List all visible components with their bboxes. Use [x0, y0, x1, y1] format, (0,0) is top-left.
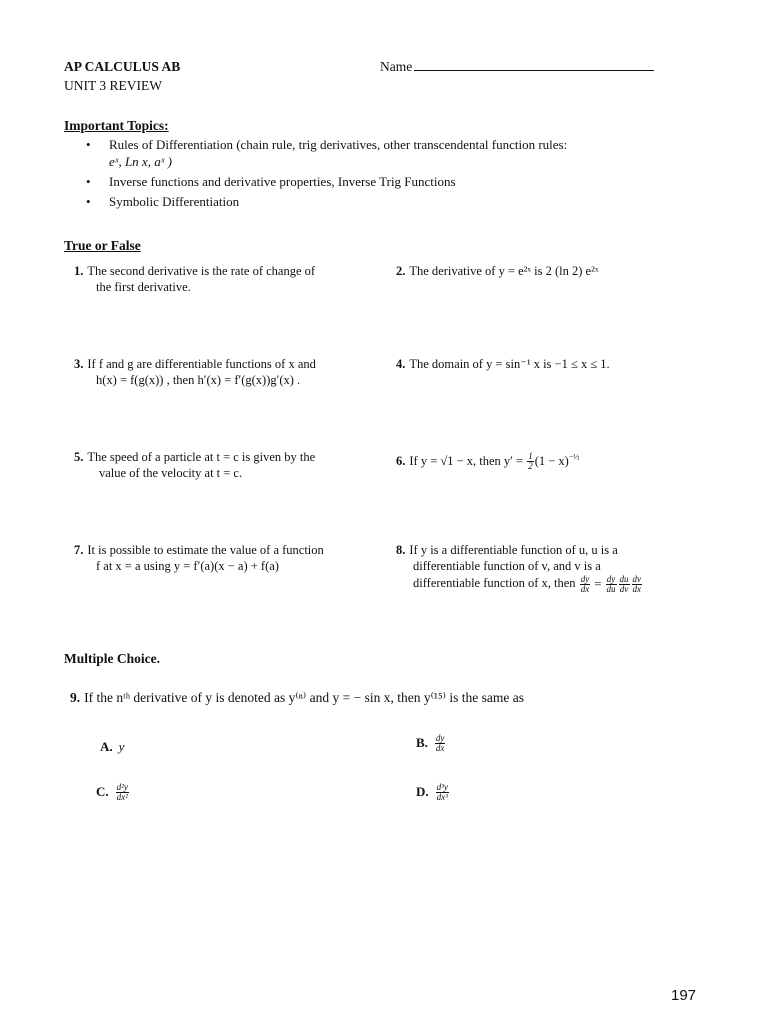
page-number: 197	[671, 987, 697, 1004]
topic-item-text: eˣ, Ln x, aˣ )	[109, 153, 172, 169]
question-2	[396, 263, 726, 279]
question-text: It is possible to estimate the value of a function	[87, 543, 324, 557]
fraction-denominator: dx²	[116, 792, 128, 803]
topics-list	[64, 137, 714, 214]
question-text: the first derivative.	[96, 280, 191, 295]
question-text: If y = √1 − x, then y′ =	[409, 453, 524, 468]
choice-letter: B.	[416, 734, 428, 750]
true-false-heading: True or False	[64, 238, 141, 253]
question-number: 4.	[396, 357, 406, 371]
fraction-denominator: dx	[632, 583, 641, 594]
fraction-denominator: dx	[580, 583, 590, 594]
topic-item-text: Symbolic Differentiation	[109, 193, 240, 209]
fraction-denominator: dx	[435, 743, 445, 754]
topics-heading: Important Topics:	[64, 118, 169, 133]
question-text: The speed of a particle at t = c is given by the	[87, 450, 316, 464]
fraction-dy-du	[606, 575, 617, 595]
fraction-numerator: dy	[606, 573, 616, 584]
choice-letter: D.	[416, 783, 429, 799]
choice-fraction	[435, 734, 446, 754]
question-text: differentiable function of v, and v is a	[413, 559, 601, 574]
exponent: −½	[568, 452, 580, 462]
fraction-numerator: du	[619, 573, 629, 584]
name-label: Name	[380, 59, 413, 74]
question-text: differentiable function of x, then	[413, 576, 576, 591]
fraction-numerator: dy	[580, 573, 590, 584]
fraction-denominator: du	[606, 583, 616, 594]
fraction-denominator: 2	[528, 461, 533, 472]
question-6	[396, 452, 726, 472]
fraction-numerator: dv	[632, 573, 641, 584]
question-text: value of the velocity at t = c.	[99, 466, 243, 481]
topic-item	[64, 174, 714, 191]
question-text: The second derivative is the rate of change of	[87, 264, 316, 278]
question-number: 8.	[396, 543, 406, 557]
question-number: 3.	[74, 357, 84, 371]
question-number: 9.	[70, 690, 81, 705]
course-title: AP CALCULUS AB	[64, 59, 181, 74]
question-8	[396, 542, 726, 594]
question-7	[74, 542, 394, 575]
fraction-du-dv	[619, 575, 630, 595]
question-number: 1.	[74, 264, 84, 278]
question-number: 5.	[74, 450, 84, 464]
topic-item	[64, 137, 714, 171]
fraction-denominator: dv	[619, 583, 629, 594]
fraction-numerator: dy	[435, 733, 445, 743]
question-text: If the nᵗʰ derivative of y is denoted as y⁽ⁿ⁾ and y = − sin x, then y⁽¹⁵⁾ is the same as	[84, 690, 524, 705]
choice-fraction	[116, 783, 129, 803]
fraction-dy-dx	[580, 575, 591, 595]
question-3	[74, 356, 384, 389]
fraction-dv-dx	[632, 575, 643, 595]
question-number: 2.	[396, 264, 406, 278]
unit-title: UNIT 3 REVIEW	[64, 78, 162, 93]
question-1	[74, 263, 384, 296]
topic-item-text: Rules of Differentiation (chain rule, trig derivatives, other transcendental function rules:	[109, 137, 568, 152]
fraction-numerator: d²y	[116, 782, 128, 792]
equals-sign: =	[594, 576, 602, 591]
topic-item	[64, 194, 714, 211]
fraction-numerator: 1	[528, 451, 533, 461]
question-text: The derivative of y = e²ˣ is 2 (ln 2) e²ˣ	[409, 264, 599, 278]
choice-letter: A.	[100, 739, 113, 754]
question-number: 6.	[396, 453, 406, 468]
fraction-denominator: dx³	[436, 792, 448, 803]
choice-letter: C.	[96, 783, 109, 799]
choice-a[interactable]	[100, 739, 124, 756]
question-5	[74, 449, 384, 482]
question-text: (1 − x)	[534, 453, 569, 468]
fraction-one-half	[527, 452, 534, 472]
choice-c[interactable]	[96, 783, 130, 803]
choice-d[interactable]	[416, 783, 450, 803]
choice-b[interactable]	[416, 734, 446, 754]
choice-text: y	[118, 739, 125, 754]
question-text: If f and g are differentiable functions of x and	[87, 357, 316, 371]
question-text: If y is a differentiable function of u, u is a	[409, 543, 618, 557]
question-4	[396, 356, 726, 372]
name-blank-line	[414, 58, 654, 71]
question-number: 7.	[74, 543, 84, 557]
topic-item-text: Inverse functions and derivative properties, Inverse Trig Functions	[109, 173, 456, 189]
question-text: h(x) = f(g(x)) , then h′(x) = f′(g(x))g′(x) .	[96, 373, 301, 388]
choice-fraction	[436, 783, 449, 803]
question-text: f at x = a using y = f′(a)(x − a) + f(a)	[96, 559, 279, 574]
multiple-choice-heading: Multiple Choice.	[64, 651, 160, 666]
fraction-numerator: d³y	[436, 782, 448, 792]
question-9	[70, 689, 710, 707]
question-text: The domain of y = sin⁻¹ x is −1 ≤ x ≤ 1.	[409, 357, 610, 371]
name-field	[380, 58, 654, 76]
